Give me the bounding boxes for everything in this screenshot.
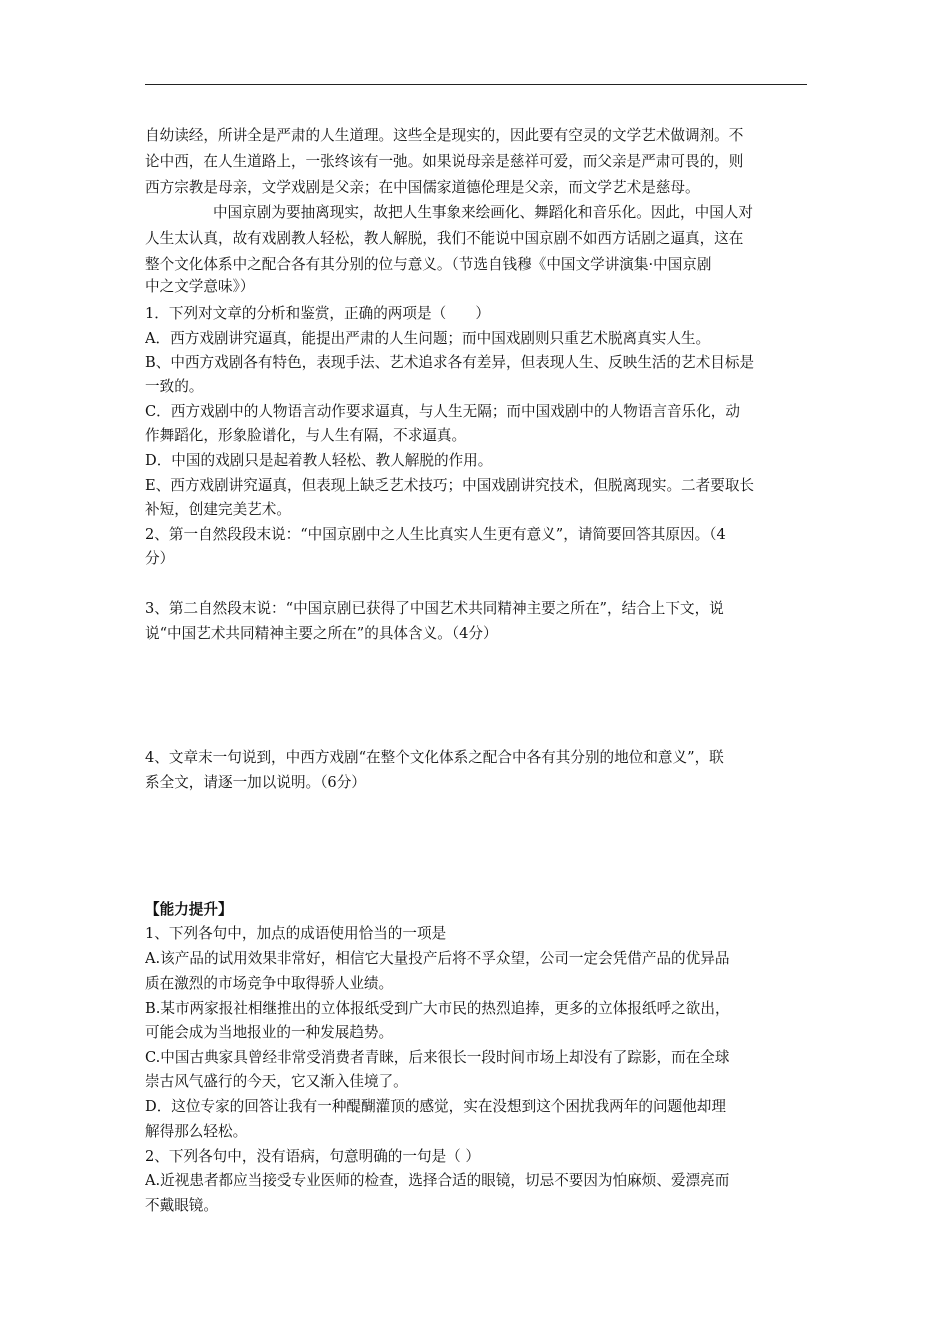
section-heading: 【能力提升】 (145, 901, 233, 918)
option-text: A.该产品的试用效果非常好，相信它大量投产后将 (145, 950, 467, 967)
passage-line: 西方宗教是母亲，文学戏剧是父亲；在中国儒家道德伦理是父亲，而文学艺术是慈母。 (145, 179, 700, 196)
option-text: 的感觉，实在没想到这个困扰我两年的问题他却理 (404, 1098, 726, 1115)
option-a: A.近视患者都应当接受专业医师的检查，选择合适的眼镜，切忌不要因为怕麻烦、爱漂亮而 (145, 1172, 730, 1189)
passage-line: 中国京剧为要抽离现实，故把人生事象来绘画化、舞蹈化和音乐化。因此，中国人对 (213, 204, 753, 221)
passage-line: 自幼读经，所讲全是严肃的人生道理。这些全是现实的，因此要有空灵的文学艺术做调剂。不 (145, 127, 744, 144)
option-b (145, 997, 807, 1021)
dotted-char: 众 (496, 947, 511, 971)
option-c (145, 1070, 807, 1094)
dotted-char: 渐 (320, 1070, 335, 1094)
question-stem: 1、下列各句中，加点的成语使用恰当的一项是 (145, 925, 447, 942)
option-text: ， (715, 1000, 730, 1017)
option-text: 崇古风气盛行的今天，它又 (145, 1073, 321, 1090)
header-rule (145, 84, 807, 85)
passage-line: 人生太认真，故有戏剧教人轻松，教人解脱，我们不能说中国京剧不如西方话剧之逼真，这在 (145, 230, 744, 247)
option-d: D．中国的戏剧只是起着教人轻松、教人解脱的作用。 (145, 452, 493, 469)
question-stem: 2、下列各句中，没有语病，句意明确的一句是（ ） (145, 1148, 480, 1165)
option-text: D．这位专家的回答让我有一种 (145, 1098, 347, 1115)
option-text: B.某市两家报社相继推出的立体报纸受到广大市民的热烈追捧，更多的立体报纸 (145, 1000, 657, 1017)
option-d (145, 1095, 807, 1119)
question-4: 系全文，请逐一加以说明。（6分） (145, 774, 366, 791)
question-stem: 1．下列对文章的分析和鉴赏，正确的两项是（ ） (145, 305, 490, 322)
option-c: C.中国古典家具曾经非常受消费者青睐，后来很长一段时间市场上却没有了踪影，而在全球 (145, 1049, 730, 1066)
dotted-char: 之 (671, 997, 686, 1021)
dotted-char: 出 (700, 997, 715, 1021)
option-a (145, 947, 807, 971)
passage-line: 中之文学意味》） (145, 278, 255, 295)
dotted-char: 望 (510, 947, 525, 971)
passage-line: 整个文化体系中之配合各有其分别的位与意义。（节选自钱穆《中国文学讲演集·中国京剧 (145, 256, 712, 273)
dotted-char: 醍 (346, 1095, 361, 1119)
option-a: 不戴眼镜。 (145, 1197, 218, 1214)
question-3: 说“中国艺术共同精神主要之所在”的具体含义。（4分） (145, 625, 498, 642)
dotted-char: 入 (335, 1070, 350, 1094)
option-e: E、西方戏剧讲究逼真，但表现上缺乏艺术技巧；中国戏剧讲究技术，但脱离现实。二者要取长 (145, 477, 755, 494)
option-b: B、中西方戏剧各有特色，表现手法、艺术追求各有差异，但表现人生、反映生活的艺术目标是 (145, 354, 755, 371)
dotted-char: 境 (364, 1070, 379, 1094)
dotted-char: 灌 (376, 1095, 391, 1119)
dotted-char: 孚 (481, 947, 496, 971)
option-e: 补短，创建完美艺术。 (145, 501, 291, 518)
option-text: ，公司一定会凭借产品的优异品 (525, 950, 730, 967)
option-a: A．西方戏剧讲究逼真，能提出严肃的人生问题；而中国戏剧则只重艺术脱离真实人生。 (145, 330, 711, 347)
option-c: C．西方戏剧中的人物语言动作要求逼真，与人生无隔；而中国戏剧中的人物语言音乐化，动 (145, 403, 740, 420)
dotted-char: 呼 (657, 997, 672, 1021)
option-c: 作舞蹈化，形象脸谱化，与人生有隔，不求逼真。 (145, 427, 467, 444)
question-2: 2、第一自然段段末说：“中国京剧中之人生比真实人生更有意义”，请简要回答其原因。（4 (145, 526, 726, 543)
dotted-char: 欲 (686, 997, 701, 1021)
question-4: 4、文章末一句说到，中西方戏剧“在整个文化体系之配合中各有其分别的地位和意义”，联 (145, 749, 724, 766)
question-2: 分） (145, 550, 175, 567)
dotted-char: 不 (467, 947, 482, 971)
dotted-char: 醐 (361, 1095, 376, 1119)
dotted-char: 顶 (390, 1095, 405, 1119)
passage-line: 论中西，在人生道路上，一张终该有一弛。如果说母亲是慈祥可爱，而父亲是严肃可畏的，则 (145, 153, 744, 170)
dotted-char: 佳 (349, 1070, 364, 1094)
option-a: 质在激烈的市场竞争中取得骄人业绩。 (145, 975, 394, 992)
option-b: 一致的。 (145, 378, 204, 395)
option-text: 了。 (378, 1073, 408, 1090)
question-3: 3、第二自然段末说：“中国京剧已获得了中国艺术共同精神主要之所在”，结合上下文，说 (145, 600, 724, 617)
option-b: 可能会成为当地报业的一种发展趋势。 (145, 1024, 394, 1041)
option-d: 解得那么轻松。 (145, 1123, 248, 1140)
